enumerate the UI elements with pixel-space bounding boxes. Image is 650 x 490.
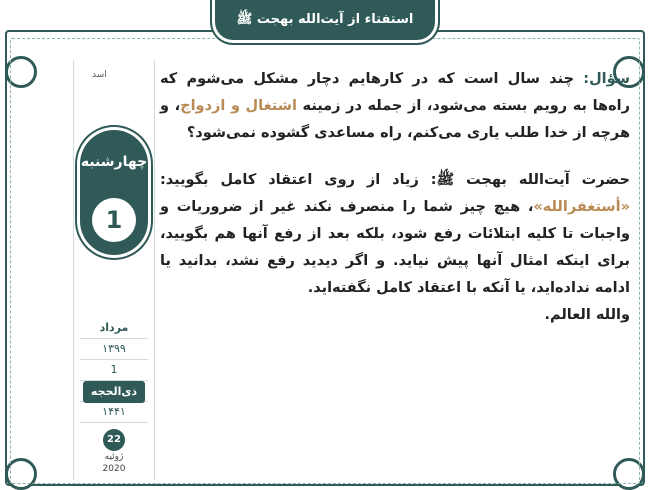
answer-text-1: حضرت آیت‌الله بهجت ﷺ: زیاد از روی اعتقاد کامل بگویید: — [160, 172, 630, 188]
hijri-month-row — [80, 381, 148, 402]
hijri-year: ۱۴۴۱ — [80, 402, 148, 423]
date-list — [80, 318, 148, 475]
gregorian-year: 2020 — [102, 464, 126, 474]
solar-month: مرداد — [80, 318, 148, 339]
gregorian-day: 22 — [103, 429, 125, 451]
gregorian-month: ژوئیه — [104, 452, 124, 462]
answer-closing: والله العالم. — [544, 307, 630, 323]
hijri-day: 1 — [80, 360, 148, 381]
day-number-circle — [92, 198, 136, 242]
header-banner — [215, 0, 435, 40]
day-name: چهارشنبه — [80, 154, 148, 170]
answer-text-2: ، هیچ چیز شما را منصرف نکند غیر از ضروریات و واجبات تا کلیه ابتلائات رفع شود، بلکه بعد از رفع آنها هم بگویید، برای اینکه امثال آنها پیش نیاید. و اگر دیدید رفع نشد، بدانید یا ادامه نداده‌اید، یا آنکه با اعتقاد کامل نگفته‌اید. — [160, 199, 630, 296]
gregorian-date — [80, 423, 148, 475]
asad-label: اسد — [92, 70, 107, 80]
answer-paragraph — [160, 167, 630, 329]
question-highlight: اشتغال و ازدواج — [180, 98, 297, 114]
hijri-month: ذی‌الحجه — [83, 381, 145, 403]
day-badge — [80, 130, 148, 255]
question-label: سؤال: — [583, 71, 630, 87]
solar-year: ۱۳۹۹ — [80, 339, 148, 360]
question-text-1: چند سال است که در کارهایم دچار مشکل می‌شوم که راه‌ها به رویم بسته می‌شود، از جمله در زمینه — [160, 71, 630, 114]
day-number: 1 — [105, 206, 123, 234]
question-paragraph — [160, 66, 630, 147]
header-title: استفتاء از آیت‌الله بهجت ﷺ — [236, 11, 414, 27]
main-text — [160, 66, 630, 344]
answer-highlight: «أستغفرالله» — [533, 199, 630, 215]
question-text-2: ، و هرچه از خدا طلب یاری می‌کنم، راه مساعدی گشوده نمی‌شود؟ — [160, 98, 630, 141]
